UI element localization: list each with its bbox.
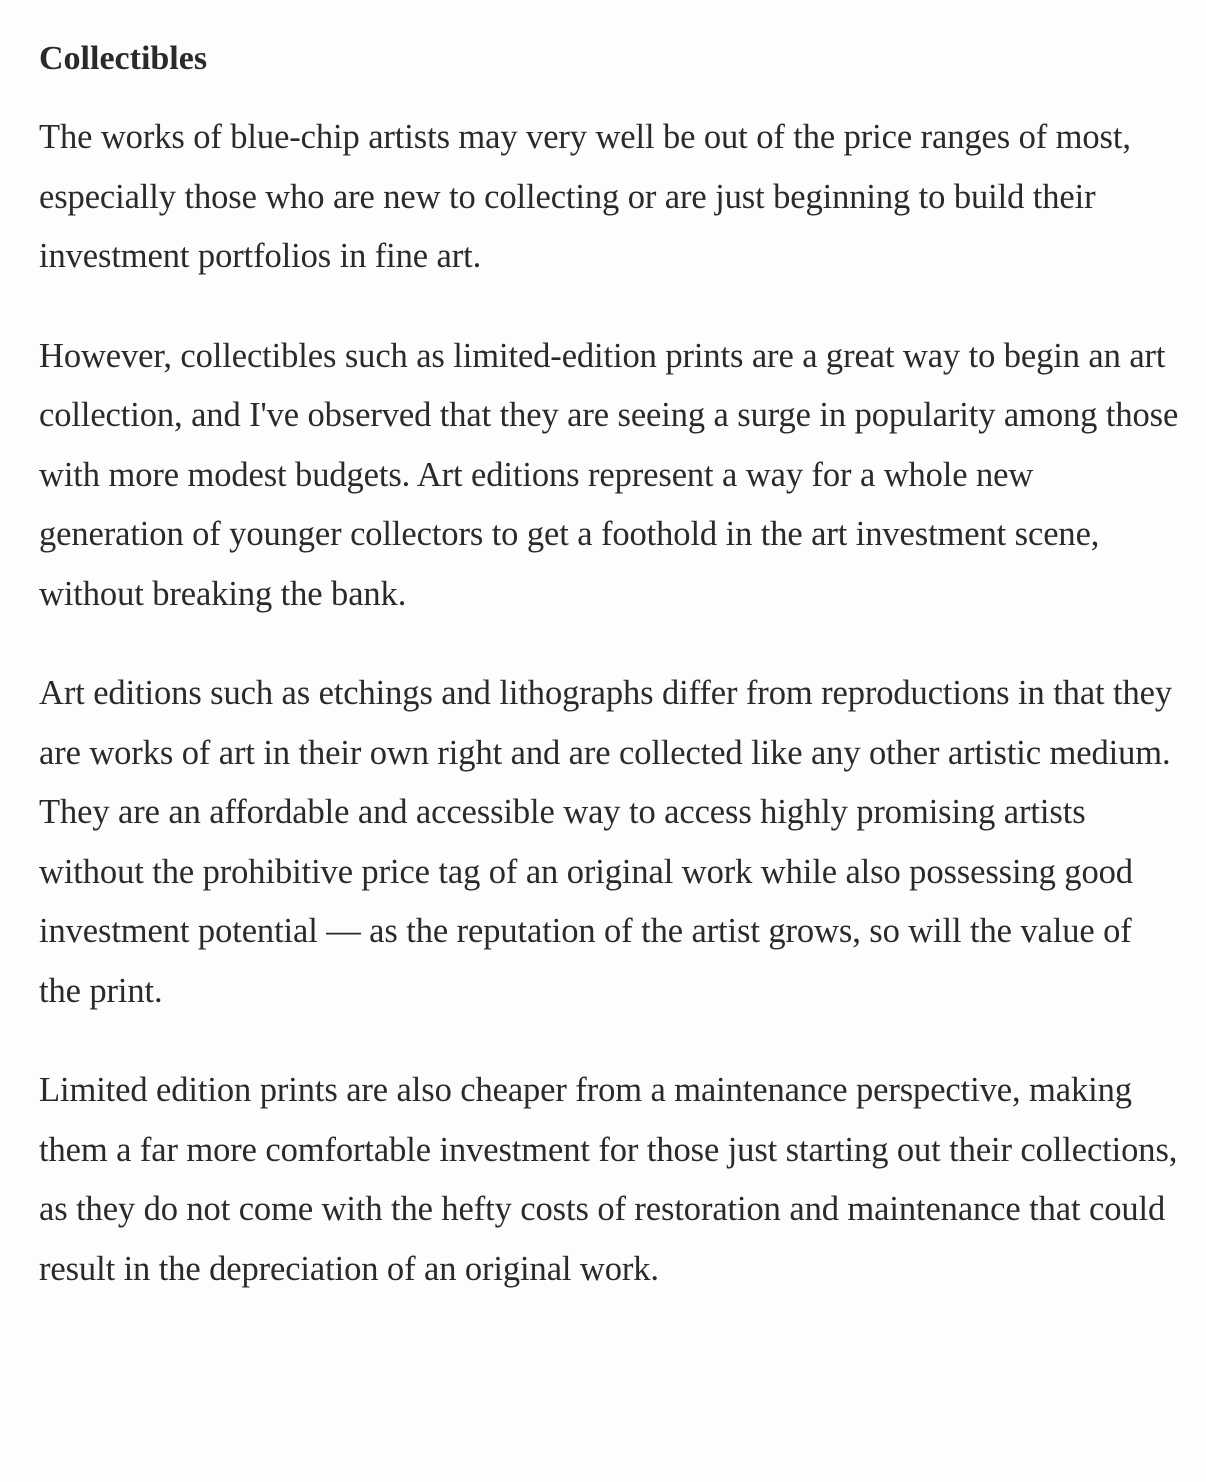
paragraph-4: Limited edition prints are also cheaper from a maintenance perspective, making them a far more comfortable investment for those just starting out their collections, as they do not come with the hefty costs of restoration and maintenance that could result in the depreciation of an original work. [39, 1071, 1178, 1288]
paragraph-1: The works of blue-chip artists may very well be out of the price ranges of most, especially those who are new to collecting or are just beginning to build their investment portfolios in fine art. [39, 118, 1131, 275]
section-heading: Collectibles [39, 40, 208, 77]
article-body [39, 34, 1179, 1299]
paragraph-2: However, collectibles such as limited-edition prints are a great way to begin an art collection, and I've observed that they are seeing a surge in popularity among those with more modest budgets. Art editions represent a way for a whole new generation of younger collectors to get a foothold in the art investment scene, without breaking the bank. [39, 336, 1179, 613]
paragraph-3: Art editions such as etchings and lithographs differ from reproductions in that they are works of art in their own right and are collected like any other artistic medium. They are an affordable and accessible way to access highly promising artists without the prohibitive price tag of an original work while also possessing good investment potential — as the reputation of the artist grows, so will the value of the print. [39, 674, 1173, 1010]
